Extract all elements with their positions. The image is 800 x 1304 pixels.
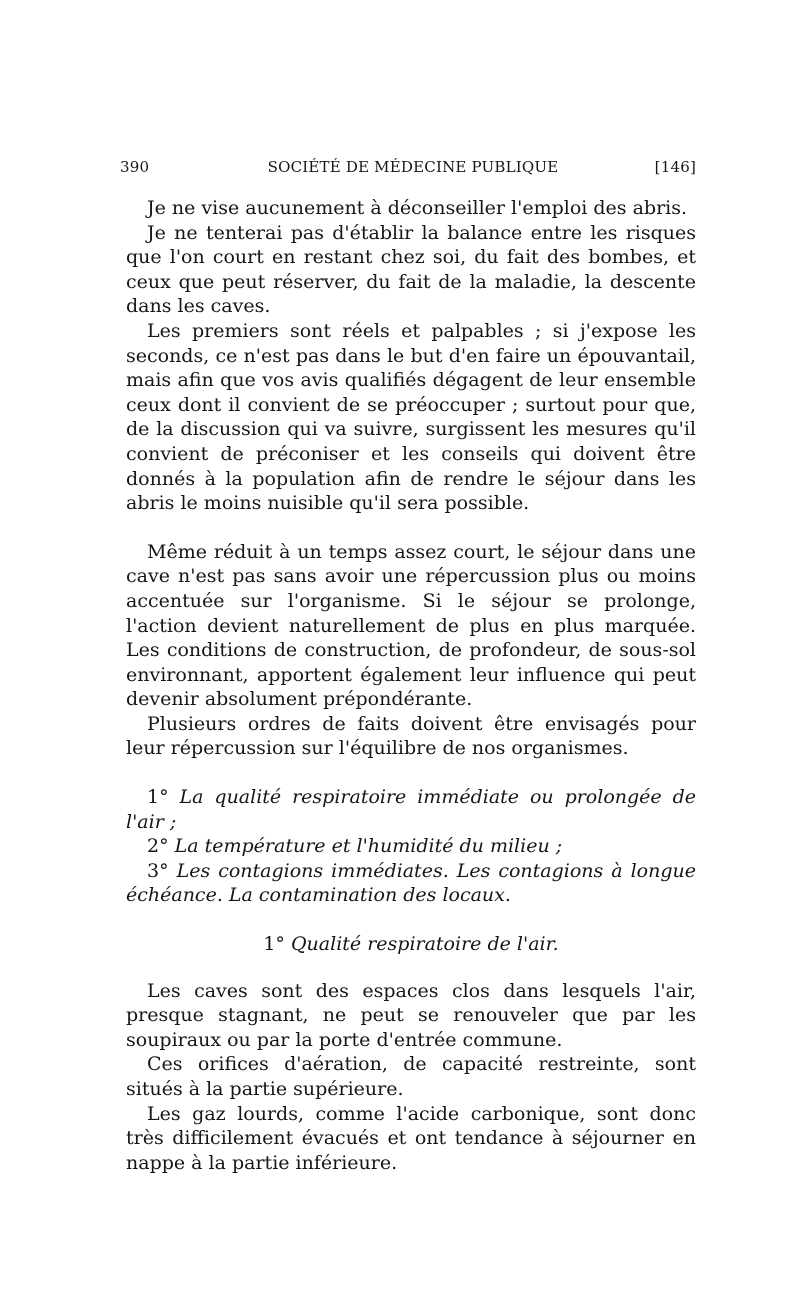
list-text: Les contagions immédiates. Les contagions à longue échéance. La contamination des locaux. [126, 859, 696, 907]
paragraph: Plusieurs ordres de faits doivent être envisagés pour leur répercussion sur l'équilibre de nos organismes. [126, 712, 696, 760]
enumerated-list [126, 785, 696, 908]
paragraph: Je ne tenterai pas d'établir la balance entre les risques que l'on court en restant chez soi, du fait des bombes, et ceux que peut réserver, du fait de la maladie, la descente dans les caves. [126, 221, 696, 318]
list-number: 3° [147, 859, 169, 882]
list-text: La température et l'humidité du milieu ; [174, 835, 563, 858]
section-number: 1° [263, 933, 285, 956]
running-header [120, 158, 696, 182]
spacer [126, 761, 696, 785]
list-item [126, 859, 696, 908]
page-number: 390 [120, 158, 150, 176]
paragraph: Les premiers sont réels et palpables ; si j'expose les seconds, ce n'est pas dans le but d'en faire un épouvantail, mais afin que vos avis qualifiés dégagent de leur ensemble ceux dont il convient de se préoccuper ; surtout pour que, de la discussion qui va suivre, surgissent les mesures qu'il convient de préconiser et les conseils qui doivent être donnés à la population afin de rendre le séjour dans les abris le moins nuisible qu'il sera possible. [126, 319, 696, 515]
running-title: SOCIÉTÉ DE MÉDECINE PUBLIQUE [267, 158, 559, 176]
section-heading [126, 932, 696, 957]
section-title: Qualité respiratoire de l'air. [290, 933, 559, 956]
page-reference: [146] [654, 158, 696, 176]
paragraph: Je ne vise aucunement à déconseiller l'emploi des abris. [147, 197, 688, 219]
paragraph: Ces orifices d'aération, de capacité restreinte, sont situés à la partie supérieure. [126, 1053, 696, 1100]
list-text: La qualité respiratoire immédiate ou prolongée de l'air ; [126, 786, 696, 833]
paragraph: Même réduit à un temps assez court, le séjour dans une cave n'est pas sans avoir une répercussion plus ou moins accentuée sur l'organisme. Si le séjour se prolonge, l'action devient naturellement de plus en plus marquée. Les conditions de construction, de profondeur, de sous-sol environnant, apportent également leur influence qui peut devenir absolument prépondérante. [126, 540, 696, 711]
paragraph: Les caves sont des espaces clos dans lesquels l'air, presque stagnant, ne peut se renouveler que par les soupiraux ou par la porte d'entrée commune. [126, 979, 696, 1051]
page-body [126, 196, 696, 1175]
list-number: 2° [147, 835, 169, 858]
paragraph: Les gaz lourds, comme l'acide carbonique, sont donc très difficilement évacués et ont tendance à séjourner en nappe à la partie inférieure. [126, 1102, 696, 1174]
list-number: 1° [147, 786, 169, 809]
list-item [126, 834, 696, 859]
list-item [126, 785, 696, 834]
